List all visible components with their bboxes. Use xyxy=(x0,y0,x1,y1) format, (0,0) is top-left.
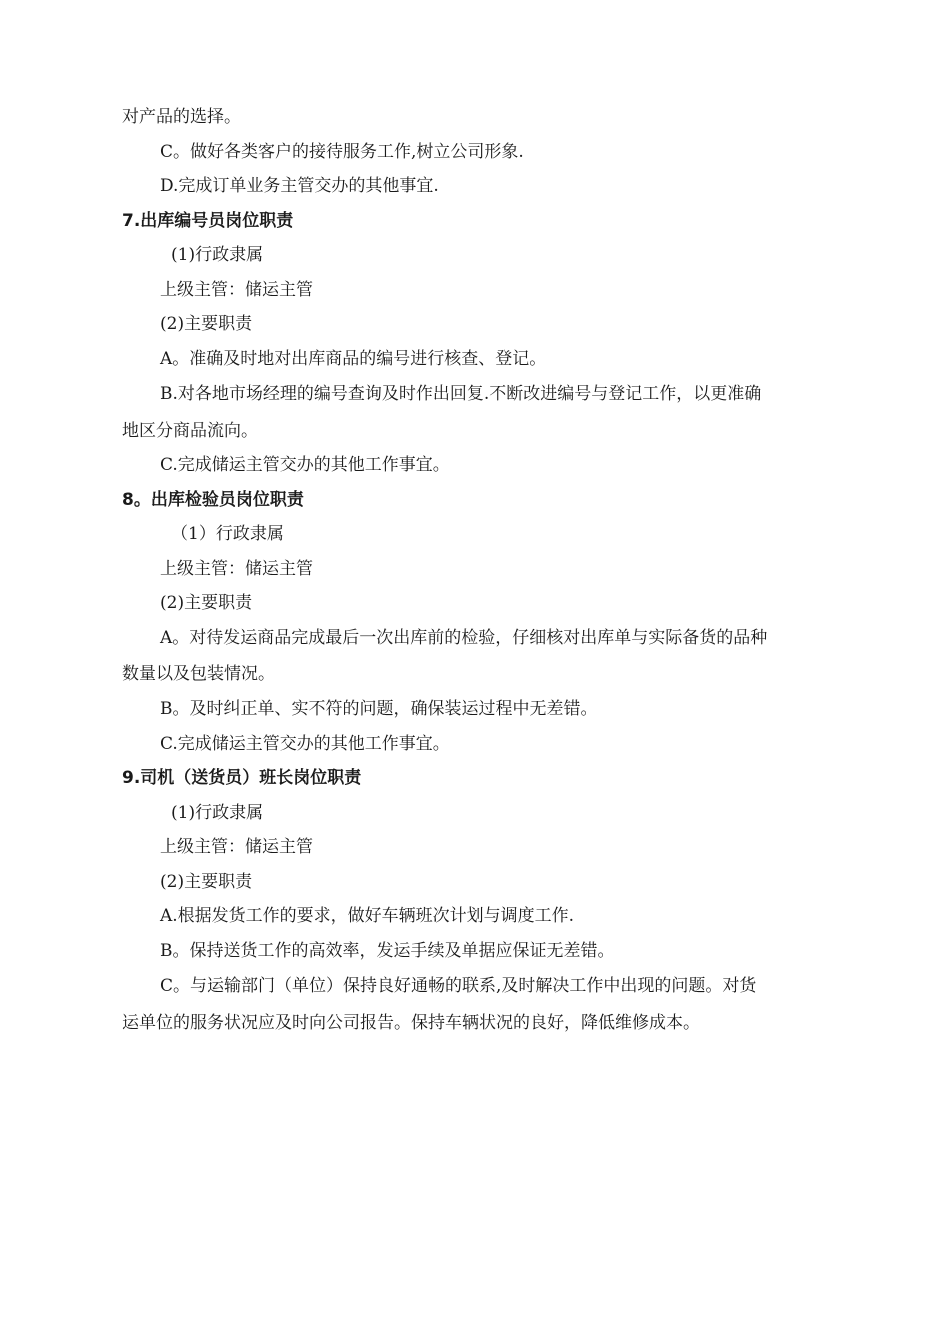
section-heading: 9.司机（送货员）班长岗位职责 xyxy=(122,768,362,788)
subheading: (1)行政隶属 xyxy=(171,245,264,265)
paragraph-line: 运单位的服务状况应及时向公司报告。保持车辆状况的良好，降低维修成本。 xyxy=(122,1013,700,1033)
paragraph-line: C.完成储运主管交办的其他工作事宜。 xyxy=(160,734,450,754)
paragraph-line: 对产品的选择。 xyxy=(122,107,241,127)
subheading: (1)行政隶属 xyxy=(171,803,264,823)
paragraph-line: D.完成订单业务主管交办的其他事宜. xyxy=(160,176,439,196)
paragraph-line: 上级主管：储运主管 xyxy=(160,837,313,857)
paragraph-line: A。准确及时地对出库商品的编号进行核查、登记。 xyxy=(160,349,547,369)
paragraph-line: 地区分商品流向。 xyxy=(122,421,258,441)
paragraph-line: C。做好各类客户的接待服务工作,树立公司形象. xyxy=(160,142,524,162)
paragraph-line: 上级主管：储运主管 xyxy=(160,559,313,579)
paragraph-line: C。与运输部门（单位）保持良好通畅的联系,及时解决工作中出现的问题。对货 xyxy=(160,976,757,996)
subheading: (2)主要职责 xyxy=(160,593,253,613)
subheading: (2)主要职责 xyxy=(160,314,253,334)
subheading: (2)主要职责 xyxy=(160,872,253,892)
paragraph-line: B。保持送货工作的高效率，发运手续及单据应保证无差错。 xyxy=(160,941,615,961)
paragraph-line: C.完成储运主管交办的其他工作事宜。 xyxy=(160,455,450,475)
section-heading: 7.出库编号员岗位职责 xyxy=(122,211,294,231)
subheading: （1）行政隶属 xyxy=(171,524,284,544)
paragraph-line: 数量以及包装情况。 xyxy=(122,664,275,684)
paragraph-line: B.对各地市场经理的编号查询及时作出回复.不断改进编号与登记工作，以更准确 xyxy=(160,384,762,404)
paragraph-line: A.根据发货工作的要求，做好车辆班次计划与调度工作. xyxy=(160,906,575,926)
paragraph-line: B。及时纠正单、实不符的问题，确保装运过程中无差错。 xyxy=(160,699,598,719)
paragraph-line: A。对待发运商品完成最后一次出库前的检验，仔细核对出库单与实际备货的品种 xyxy=(160,628,768,648)
paragraph-line: 上级主管：储运主管 xyxy=(160,280,313,300)
section-heading: 8。出库检验员岗位职责 xyxy=(122,490,304,510)
